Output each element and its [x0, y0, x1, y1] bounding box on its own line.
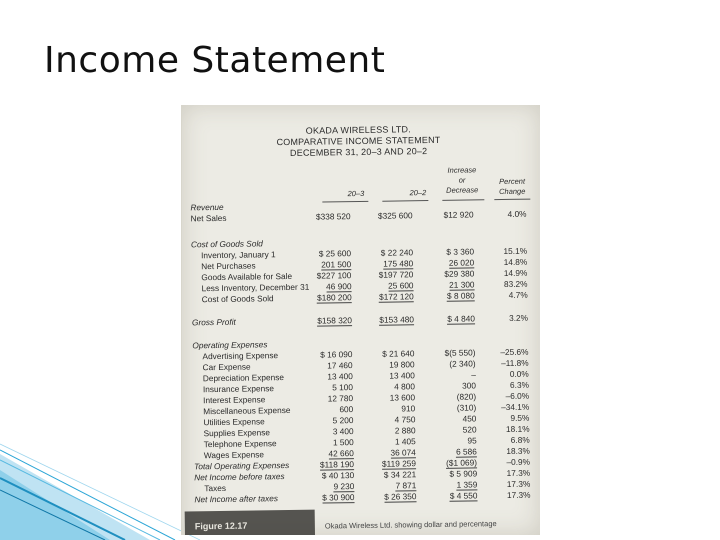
row-value-pct: –11.8% — [501, 357, 529, 369]
statement-date: DECEMBER 31, 20–3 AND 20–2 — [289, 146, 428, 158]
row-value-y2: $ 26 350 — [384, 491, 417, 502]
row-label: Wages Expense — [203, 449, 265, 461]
row-label: Depreciation Expense — [202, 372, 285, 384]
row-value-chg: (2 340) — [449, 358, 476, 369]
row-value-y2: 19 800 — [389, 359, 415, 370]
row-value-pct: 6.3% — [509, 379, 529, 390]
row-value-y2: $ 21 640 — [382, 348, 415, 359]
row-value-y2: $ 34 221 — [383, 469, 417, 480]
row-value-y2: 13 600 — [389, 392, 416, 403]
row-value-y2: 7 871 — [395, 480, 417, 491]
row-value-y2: 910 — [401, 403, 416, 414]
row-value-y3: 600 — [339, 404, 354, 415]
row-value-y3: $ 40 130 — [321, 470, 355, 481]
row-value-chg: $(5 550) — [444, 347, 476, 358]
row-label: Net Sales — [190, 212, 227, 224]
row-value-chg: 520 — [462, 424, 477, 435]
row-value-chg: 1 359 — [456, 479, 478, 490]
row-value-pct: 18.1% — [505, 423, 530, 434]
row-label: Inventory, January 1 — [201, 249, 276, 261]
company-name: OKADA WIRELESS LTD. — [305, 124, 411, 136]
row-label: Net Income after taxes — [194, 493, 279, 505]
row-value-y2: 4 750 — [394, 414, 416, 425]
row-value-chg: 300 — [462, 380, 476, 391]
figure-caption: Okada Wireless Ltd. showing dollar and percentage — [324, 519, 497, 531]
row-value-y2: 2 880 — [394, 425, 416, 436]
row-value-y2: $ 22 240 — [380, 247, 414, 258]
row-value-chg: 26 020 — [448, 257, 475, 268]
row-value-y3: 9 230 — [333, 481, 355, 492]
col-head-change: Increase or Decrease — [446, 165, 479, 195]
row-value-y2: 175 480 — [383, 258, 414, 269]
row-label: Gross Profit — [191, 316, 236, 328]
row-value-chg: (820) — [456, 391, 477, 402]
row-value-chg: ($1 069) — [446, 457, 478, 468]
row-value-y2: $172 120 — [378, 291, 414, 302]
row-label: Taxes — [204, 482, 227, 494]
row-value-pct: 0.0% — [509, 368, 529, 379]
row-value-chg: $ 5 909 — [449, 468, 478, 479]
row-value-y3: $ 30 900 — [322, 492, 355, 503]
row-value-y3: $118 190 — [319, 459, 355, 470]
row-value-chg: $12 920 — [443, 209, 474, 220]
row-value-y3: $227 100 — [316, 270, 352, 281]
row-value-pct: 83.2% — [503, 278, 528, 289]
row-value-y3: $180 200 — [317, 292, 352, 303]
row-label: Insurance Expense — [202, 383, 275, 395]
row-label: Interest Expense — [203, 394, 266, 406]
row-value-chg: $ 4 840 — [447, 313, 476, 324]
row-value-y3: 42 660 — [328, 448, 354, 459]
row-value-pct: 17.3% — [506, 467, 531, 478]
row-value-y2: 36 074 — [390, 447, 416, 458]
row-label: Utilities Expense — [203, 416, 265, 428]
row-label: Cost of Goods Sold — [190, 238, 263, 250]
slide-title: Income Statement — [44, 40, 386, 81]
row-label: Supplies Expense — [203, 427, 271, 439]
row-value-chg: 6 586 — [456, 446, 477, 457]
row-label: Miscellaneous Expense — [203, 404, 291, 417]
row-label: Telephone Expense — [203, 438, 277, 450]
row-value-y3: 46 900 — [326, 281, 352, 292]
row-value-pct: 17.3% — [506, 489, 531, 500]
statement-row — [192, 313, 532, 329]
row-label: Cost of Goods Sold — [201, 293, 274, 305]
row-value-chg: $ 4 550 — [449, 490, 478, 501]
col-head-2022: 20–2 — [409, 188, 427, 198]
row-value-y3: 5 100 — [332, 382, 354, 393]
row-value-chg: $29 380 — [444, 268, 475, 279]
row-value-y3: $338 520 — [315, 211, 351, 222]
row-value-chg: – — [471, 369, 476, 380]
row-value-pct: 9.5% — [510, 412, 530, 423]
income-statement-page — [181, 105, 540, 535]
row-value-y3: 17 460 — [327, 360, 353, 371]
row-value-pct: 4.0% — [507, 208, 527, 219]
row-value-y2: 13 400 — [389, 370, 415, 381]
row-value-y2: $197 720 — [378, 269, 414, 280]
row-value-y3: $ 16 090 — [320, 349, 353, 360]
row-label: Net Purchases — [201, 260, 256, 272]
row-label: Operating Expenses — [192, 339, 268, 351]
row-value-chg: 21 300 — [449, 279, 475, 290]
row-value-y3: 201 500 — [321, 259, 352, 270]
row-value-chg: 450 — [462, 413, 477, 424]
row-value-y3: 1 500 — [332, 437, 354, 448]
row-value-pct: 17.3% — [506, 478, 531, 489]
row-value-pct: –34.1% — [501, 401, 530, 413]
row-value-pct: 6.8% — [510, 434, 530, 445]
row-value-y3: 13 400 — [327, 371, 353, 382]
row-value-y3: 12 780 — [327, 393, 354, 404]
row-value-y3: 5 200 — [332, 415, 354, 426]
row-value-pct: 18.3% — [506, 445, 530, 456]
row-value-chg: $ 3 360 — [446, 246, 475, 257]
textbook-photo — [181, 105, 540, 535]
row-value-y2: $119 259 — [381, 458, 417, 469]
row-label: Less Inventory, December 31 — [201, 281, 310, 294]
row-value-y2: 4 800 — [394, 381, 416, 392]
row-label: Total Operating Expenses — [193, 460, 290, 472]
row-value-pct: 4.7% — [508, 289, 528, 300]
row-value-pct: 14.9% — [503, 267, 528, 279]
statement-header — [181, 123, 538, 161]
figure-label: Figure 12.17 — [194, 520, 248, 532]
row-label: Car Expense — [202, 361, 251, 373]
row-label: Net Income before taxes — [194, 471, 285, 483]
row-value-pct: 14.8% — [503, 256, 528, 268]
row-value-pct: –6.0% — [505, 390, 530, 401]
row-value-y2: $153 480 — [379, 314, 415, 325]
row-value-y2: 25 600 — [388, 280, 414, 291]
row-label: Revenue — [190, 201, 224, 213]
row-value-y3: $ 25 600 — [318, 248, 352, 259]
col-head-2023: 20–3 — [347, 188, 365, 199]
row-value-y3: $158 320 — [317, 315, 353, 326]
row-value-pct: 3.2% — [508, 312, 529, 323]
row-value-chg: $ 8 080 — [446, 290, 475, 301]
row-value-pct: –25.6% — [500, 346, 529, 358]
row-value-pct: –0.9% — [506, 456, 531, 467]
row-value-pct: 15.1% — [503, 245, 528, 257]
col-head-percent: Percent Change — [499, 176, 526, 197]
row-value-chg: (310) — [456, 402, 477, 413]
row-label: Goods Available for Sale — [201, 270, 293, 283]
row-label: Advertising Expense — [202, 350, 279, 362]
row-value-y3: 3 400 — [332, 426, 354, 437]
statement-name: COMPARATIVE INCOME STATEMENT — [276, 134, 441, 148]
row-value-y2: $325 600 — [377, 210, 413, 221]
row-value-chg: 95 — [467, 435, 477, 446]
row-value-y2: 1 405 — [394, 436, 416, 447]
